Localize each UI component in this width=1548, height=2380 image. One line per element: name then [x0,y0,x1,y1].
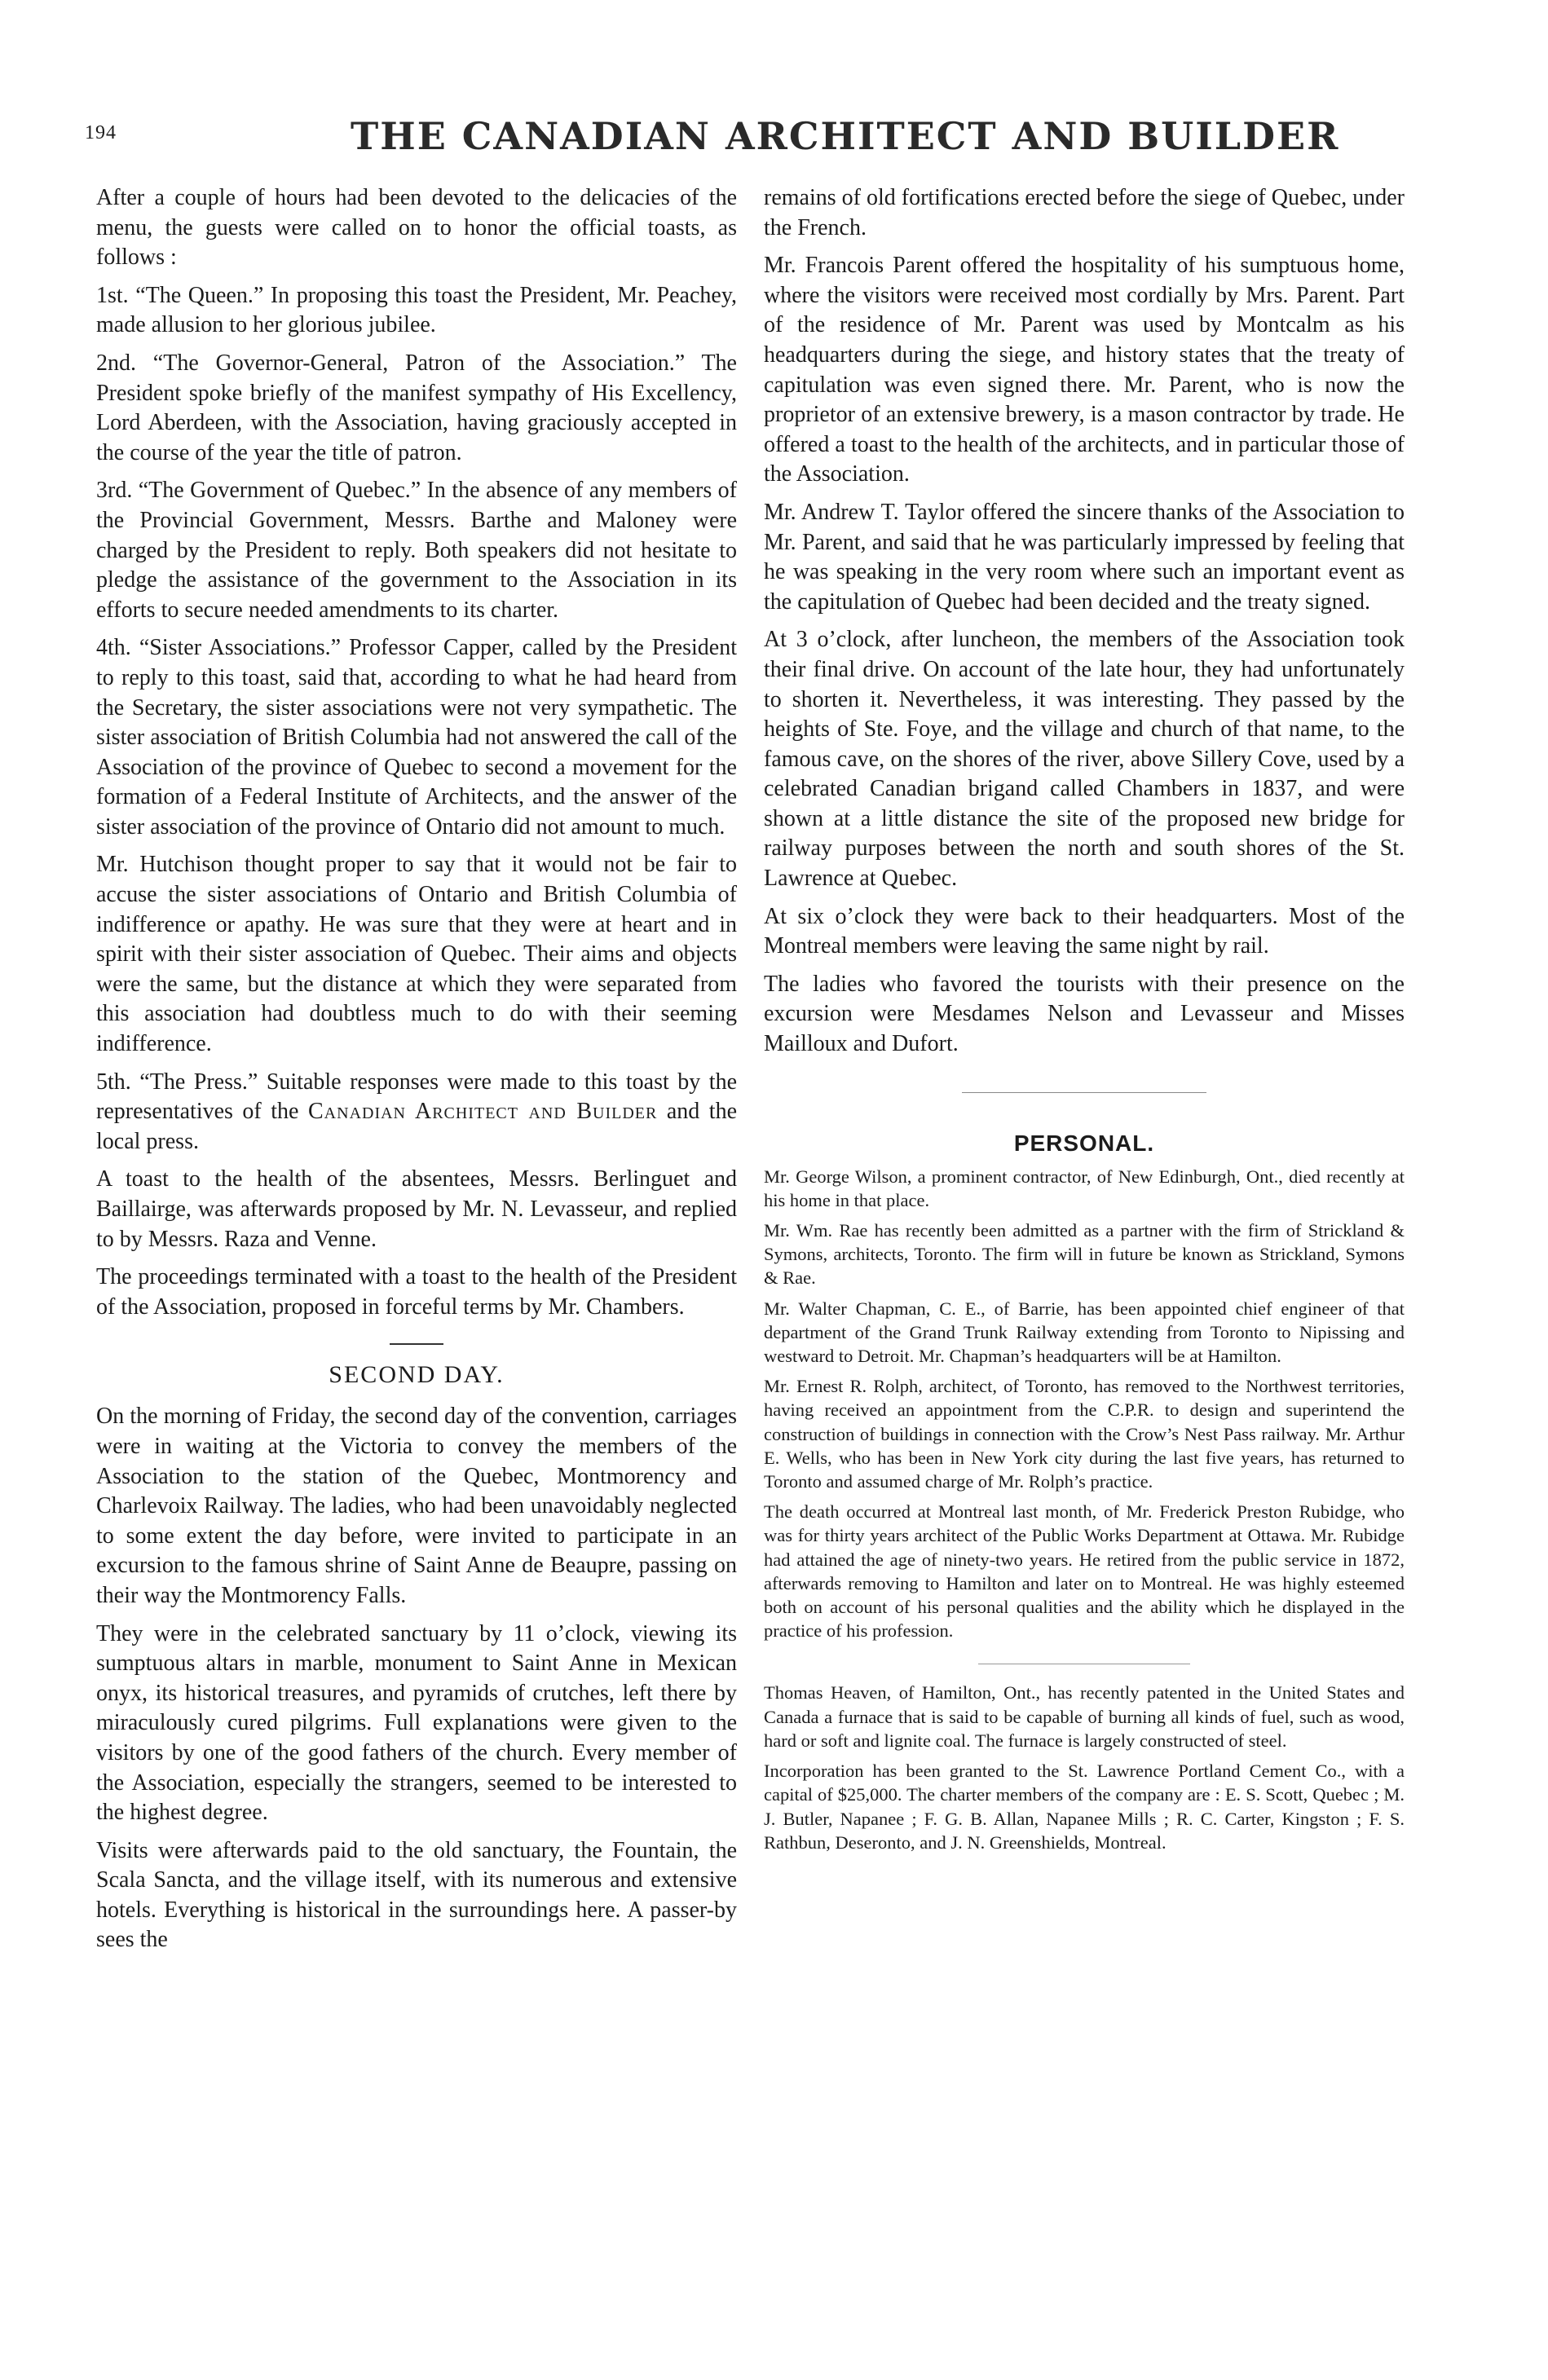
personal-item: Mr. Ernest R. Rolph, architect, of Toronto, has removed to the Northwest territories, having received an appointment from the C.P.R. to design and superintend the construction of buildings in connection with the Crow’s Nest Pass railway. Mr. Arthur E. Wells, who has been in New York city during the last five years, has returned to Toronto and assumed charge of Mr. Rolph’s practice. [764,1376,1405,1492]
section-heading: SECOND DAY. [329,1361,505,1389]
paragraph: At six o’clock they were back to their headquarters. Most of the Montreal members were leaving the same night by rail. [764,903,1405,959]
paragraph: Mr. Francois Parent offered the hospitality of his sumptuous home, where the visitors were received most cordially by Mrs. Parent. Part of the residence of Mr. Parent was used by Montcalm as his headquarters during the siege, and history states that the treaty of capitulation was even signed there. Mr. Parent, who is now the proprietor of an extensive brewery, is a mason contractor by trade. He offered a toast to the health of the architects, and in particular those of the Association. [764,253,1405,487]
paragraph: 2nd. “The Governor-General, Patron of the Association.” The President spoke briefly of the manifest sympathy of His Excellency, Lord Aberdeen, with the Association, having graciously accepted in the course of the year the title of patron. [96,350,737,465]
publication-name: Canadian Architect and Builder [308,1099,658,1125]
press-toast-text-end: and the local press. [96,1099,737,1154]
paragraph: The ladies who favored the tourists with their presence on the excursion were Mesdames Nelson and Levasseur and Misses Mailloux and Dufort. [764,971,1405,1057]
paragraph: 3rd. “The Government of Quebec.” In the absence of any members of the Provincial Government, Messrs. Barthe and Maloney were charged by the President to reply. Both speakers did not hesitate to pledge the assistance of the government to the Association in its efforts to secure needed amendments to its charter. [96,478,737,623]
paragraph: Mr. Andrew T. Taylor offered the sincere thanks of the Association to Mr. Parent, and said that he was particularly impressed by feeling that he was speaking in the very room where such an important event as the capitulation of Quebec had been decided and the treaty signed. [764,499,1405,615]
news-item: Incorporation has been granted to the St. Lawrence Portland Cement Co., with a capital of $25,000. The charter members of the company are : E. S. Scott, Quebec ; M. J. Butler, Napanee ; F. G. B. Allan, Napanee Mills ; R. C. Carter, Kingston ; F. S. Rathbun, Deseronto, and J. N. Greenshields, Montreal. [764,1761,1405,1853]
section-divider [390,1343,443,1345]
paragraph: After a couple of hours had been devoted to the delicacies of the menu, the guests were called on to honor the official toasts, as follows : [96,185,737,271]
personal-item: Mr. George Wilson, a prominent contractor, of New Edinburgh, Ont., died recently at his home in that place. [764,1166,1405,1210]
paragraph: 4th. “Sister Associations.” Professor Capper, called by the President to reply to this toast, said that, according to what he had heard from the Secretary, the sister associations were not very sympathetic. The sister association of British Columbia had not answered the call of the Association of the province of Quebec to second a movement for the formation of a Federal Institute of Architects, and the answer of the sister association of the province of Ontario did not amount to much. [96,635,737,840]
paragraph: Mr. Hutchison thought proper to say that it would not be fair to accuse the sister associations of Ontario and British Columbia of indifference or apathy. He was sure that they were at heart and in spirit with their sister association of Quebec. Their aims and objects were the same, but the distance at which they were separated from this association had doubtless much to do with their seeming indifference. [96,852,737,1057]
page-number: 194 [85,122,117,143]
paragraph-press-toast [96,1068,737,1157]
news-item: Thomas Heaven, of Hamilton, Ont., has recently patented in the United States and Canada a furnace that is said to be capable of burning all kinds of fuel, such as wood, hard or soft and lignite coal. The furnace is largely constructed of steel. [764,1682,1405,1751]
running-head-title: THE CANADIAN ARCHITECT AND BUILDER [351,114,1340,158]
paragraph: A toast to the health of the absentees, Messrs. Berlinguet and Baillairge, was afterwards proposed by Mr. N. Levasseur, and replied to by Messrs. Raza and Venne. [96,1166,737,1252]
personal-item: Mr. Wm. Rae has recently been admitted as a partner with the firm of Strickland & Symons, architects, Toronto. The firm will in future be known as Strickland, Symons & Rae. [764,1220,1405,1289]
paragraph: At 3 o’clock, after luncheon, the members of the Association took their final drive. On account of the late hour, they had unfortunately to shorten it. Nevertheless, it was interesting. They passed by the heights of Ste. Foye, and the village and church of that name, to the famous cave, on the shores of the river, above Sillery Cove, used by a celebrated Canadian brigand called Chambers in 1837, and were shown at a little distance the site of the proposed new bridge for railway purposes between the north and south shores of the St. Lawrence at Quebec. [764,627,1405,892]
paragraph: remains of old fortifications erected before the siege of Quebec, under the French. [764,185,1405,240]
paragraph: Visits were afterwards paid to the old sanctuary, the Fountain, the Scala Sancta, and the village itself, with its numerous and extensive hotels. Everything is historical in the surroundings here. A passer-by sees the [96,1837,737,1953]
paragraph: 1st. “The Queen.” In proposing this toast the President, Mr. Peachey, made allusion to her glorious jubilee. [96,282,737,338]
paragraph: The proceedings terminated with a toast to the health of the President of the Association, proposed in forceful terms by Mr. Chambers. [96,1264,737,1320]
personal-heading: PERSONAL. [1013,1130,1155,1156]
section-divider [962,1092,1206,1093]
paragraph: On the morning of Friday, the second day of the convention, carriages were in waiting at the Victoria to convey the members of the Association to the station of the Quebec, Montmorency and Charlevoix Railway. The ladies, who had been unavoidably neglected to some extent the day before, were invited to participate in an excursion to the famous shrine of Saint Anne de Beaupre, passing on their way the Montmorency Falls. [96,1404,737,1608]
press-toast-text: 5th. “The Press.” Suitable responses were made to this toast by the representatives of the [96,1069,737,1125]
left-column [96,183,737,1955]
right-column [764,183,1405,1854]
paragraph: They were in the celebrated sanctuary by 11 o’clock, viewing its sumptuous altars in marble, monument to Saint Anne in Mexican onyx, its historical treasures, and pyramids of crutches, left there by miraculously cured pilgrims. Full explanations were given to the visitors by one of the good fathers of the church. Every member of the Association, especially the strangers, seemed to be interested to the highest degree. [96,1620,737,1826]
personal-item: The death occurred at Montreal last month, of Mr. Frederick Preston Rubidge, who was for thirty years architect of the Public Works Department at Ottawa. Mr. Rubidge had attained the age of ninety-two years. He retired from the public service in 1872, afterwards removing to Hamilton and later on to Montreal. He was highly esteemed both on account of his personal qualities and the ability which he displayed in the practice of his profession. [764,1501,1405,1642]
personal-item: Mr. Walter Chapman, C. E., of Barrie, has been appointed chief engineer of that department of the Grand Trunk Railway extending from Toronto to Nipissing and westward to Detroit. Mr. Chapman’s headquarters will be at Hamilton. [764,1298,1405,1367]
